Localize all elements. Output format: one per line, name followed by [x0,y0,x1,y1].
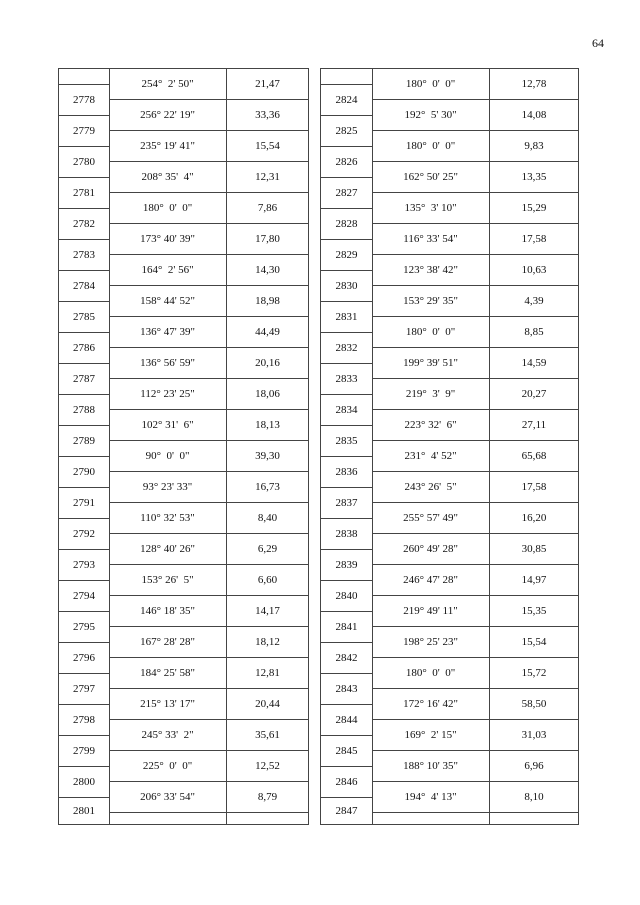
angle-cell: 225° 0' 0" [109,751,226,782]
length-cell: 44,49 [227,317,308,348]
angle-cell: 255° 57' 49" [372,503,489,534]
length-cell: 17,58 [490,224,578,255]
point-number-cell: 2782 [59,209,109,240]
point-number-cell: 2840 [321,581,372,612]
length-cell: 58,50 [490,689,578,720]
point-number-cell: 2780 [59,147,109,178]
point-number-cell: 2795 [59,612,109,643]
point-number-cell: 2842 [321,643,372,674]
point-number-cell [59,69,109,85]
point-number-cell: 2846 [321,767,372,798]
length-cell: 17,80 [227,224,308,255]
length-cell: 15,54 [490,627,578,658]
point-number-cell: 2833 [321,364,372,395]
length-cell: 4,39 [490,286,578,317]
angle-cell: 123° 38' 42" [372,255,489,286]
point-number-cell: 2798 [59,705,109,736]
length-cell: 39,30 [227,441,308,472]
point-number-cell: 2778 [59,85,109,116]
length-cell: 10,63 [490,255,578,286]
angle-cell: 153° 26' 5" [109,565,226,596]
length-cell: 14,59 [490,348,578,379]
length-cell: 12,78 [490,69,578,100]
angle-cell: 184° 25' 58" [109,658,226,689]
point-number-cell: 2790 [59,457,109,488]
point-number-cell: 2784 [59,271,109,302]
angle-cell: 219° 3' 9" [372,379,489,410]
point-number-column [59,69,110,824]
angle-cell: 180° 0' 0" [372,317,489,348]
point-number-cell: 2837 [321,488,372,519]
length-cell: 14,08 [490,100,578,131]
length-cell: 14,17 [227,596,308,627]
point-number-cell: 2789 [59,426,109,457]
length-cell: 9,83 [490,131,578,162]
right-coordinate-table [320,68,579,825]
point-number-cell: 2828 [321,209,372,240]
point-number-cell: 2792 [59,519,109,550]
angle-cell: 208° 35' 4" [109,162,226,193]
angle-cell [372,813,489,823]
point-number-cell: 2838 [321,519,372,550]
point-number-cell: 2827 [321,178,372,209]
length-cell: 12,81 [227,658,308,689]
angle-cell: 167° 28' 28" [109,627,226,658]
point-number-cell: 2839 [321,550,372,581]
length-cell: 7,86 [227,193,308,224]
point-number-cell: 2835 [321,426,372,457]
length-cell: 14,30 [227,255,308,286]
point-number-cell: 2779 [59,116,109,147]
length-cell: 30,85 [490,534,578,565]
point-number-cell: 2800 [59,767,109,798]
angle-cell: 231° 4' 52" [372,441,489,472]
angle-cell: 256° 22' 19" [109,100,226,131]
angle-cell: 235° 19' 41" [109,131,226,162]
angle-cell: 180° 0' 0" [372,131,489,162]
point-number-cell: 2787 [59,364,109,395]
point-number-column [321,69,373,824]
length-cell: 17,58 [490,472,578,503]
point-number-cell: 2793 [59,550,109,581]
length-cell: 20,27 [490,379,578,410]
angle-cell: 172° 16' 42" [372,689,489,720]
angle-cell: 146° 18' 35" [109,596,226,627]
point-number-cell: 2836 [321,457,372,488]
angle-column [372,69,490,824]
point-number-cell: 2781 [59,178,109,209]
point-number-cell: 2791 [59,488,109,519]
length-cell: 35,61 [227,720,308,751]
angle-cell: 192° 5' 30" [372,100,489,131]
angle-cell: 188° 10' 35" [372,751,489,782]
length-cell: 8,79 [227,782,308,813]
angle-cell: 173° 40' 39" [109,224,226,255]
length-cell: 18,13 [227,410,308,441]
point-number-cell: 2801 [73,804,95,817]
length-cell: 12,52 [227,751,308,782]
length-cell: 15,29 [490,193,578,224]
angle-cell: 260° 49' 28" [372,534,489,565]
length-cell: 27,11 [490,410,578,441]
point-number-cell: 2844 [321,705,372,736]
angle-cell: 136° 56' 59" [109,348,226,379]
angle-cell: 116° 33' 54" [372,224,489,255]
point-number-cell: 2843 [321,674,372,705]
point-number-cell: 2825 [321,116,372,147]
length-cell [490,813,578,823]
point-number-cell: 2845 [321,736,372,767]
angle-cell: 93° 23' 33" [109,472,226,503]
point-number-cell: 2841 [321,612,372,643]
angle-cell: 223° 32' 6" [372,410,489,441]
length-column [490,69,578,824]
angle-cell: 199° 39' 51" [372,348,489,379]
length-cell: 15,54 [227,131,308,162]
point-number-cell: 2831 [321,302,372,333]
angle-cell: 153° 29' 35" [372,286,489,317]
length-cell: 31,03 [490,720,578,751]
angle-cell: 162° 50' 25" [372,162,489,193]
point-number-cell: 2783 [59,240,109,271]
angle-cell: 180° 0' 0" [372,658,489,689]
angle-cell: 219° 49' 11" [372,596,489,627]
point-number-cell: 2824 [321,85,372,116]
angle-cell: 158° 44' 52" [109,286,226,317]
length-cell: 8,10 [490,782,578,813]
length-cell: 16,20 [490,503,578,534]
angle-cell: 215° 13' 17" [109,689,226,720]
angle-cell: 180° 0' 0" [109,193,226,224]
length-cell: 33,36 [227,100,308,131]
point-number-cell: 2799 [59,736,109,767]
point-number-cell: 2826 [321,147,372,178]
angle-cell: 180° 0' 0" [372,69,489,100]
angle-cell: 194° 4' 13" [372,782,489,813]
length-cell: 15,35 [490,596,578,627]
length-cell: 8,85 [490,317,578,348]
length-cell: 18,06 [227,379,308,410]
point-number-cell: 2834 [321,395,372,426]
angle-cell: 112° 23' 25" [109,379,226,410]
angle-cell: 164° 2' 56" [109,255,226,286]
angle-cell: 246° 47' 28" [372,565,489,596]
length-cell: 65,68 [490,441,578,472]
point-number-cell: 2847 [335,804,358,817]
point-number-cell: 2785 [59,302,109,333]
length-column [227,69,308,824]
point-number-cell: 2797 [59,674,109,705]
point-number-cell: 2794 [59,581,109,612]
angle-cell: 243° 26' 5" [372,472,489,503]
length-cell: 20,16 [227,348,308,379]
angle-cell: 128° 40' 26" [109,534,226,565]
length-cell: 21,47 [227,69,308,100]
angle-column [109,69,227,824]
length-cell: 18,12 [227,627,308,658]
length-cell: 16,73 [227,472,308,503]
angle-cell: 136° 47' 39" [109,317,226,348]
angle-cell: 254° 2' 50" [109,69,226,100]
left-coordinate-table [58,68,309,825]
length-cell [227,813,308,823]
point-number-cell: 2829 [321,240,372,271]
page-number: 64 [592,36,604,50]
length-cell: 6,60 [227,565,308,596]
length-cell: 6,96 [490,751,578,782]
angle-cell: 135° 3' 10" [372,193,489,224]
length-cell: 14,97 [490,565,578,596]
point-number-cell: 2832 [321,333,372,364]
point-number-cell [321,69,372,85]
angle-cell: 206° 33' 54" [109,782,226,813]
angle-cell: 169° 2' 15" [372,720,489,751]
angle-cell: 90° 0' 0" [109,441,226,472]
length-cell: 12,31 [227,162,308,193]
angle-cell: 102° 31' 6" [109,410,226,441]
angle-cell: 245° 33' 2" [109,720,226,751]
point-number-cell: 2830 [321,271,372,302]
angle-cell [109,813,226,823]
angle-cell: 110° 32' 53" [109,503,226,534]
length-cell: 8,40 [227,503,308,534]
point-number-cell: 2786 [59,333,109,364]
length-cell: 18,98 [227,286,308,317]
length-cell: 20,44 [227,689,308,720]
length-cell: 15,72 [490,658,578,689]
angle-cell: 198° 25' 23" [372,627,489,658]
length-cell: 13,35 [490,162,578,193]
length-cell: 6,29 [227,534,308,565]
point-number-cell: 2796 [59,643,109,674]
point-number-cell: 2788 [59,395,109,426]
